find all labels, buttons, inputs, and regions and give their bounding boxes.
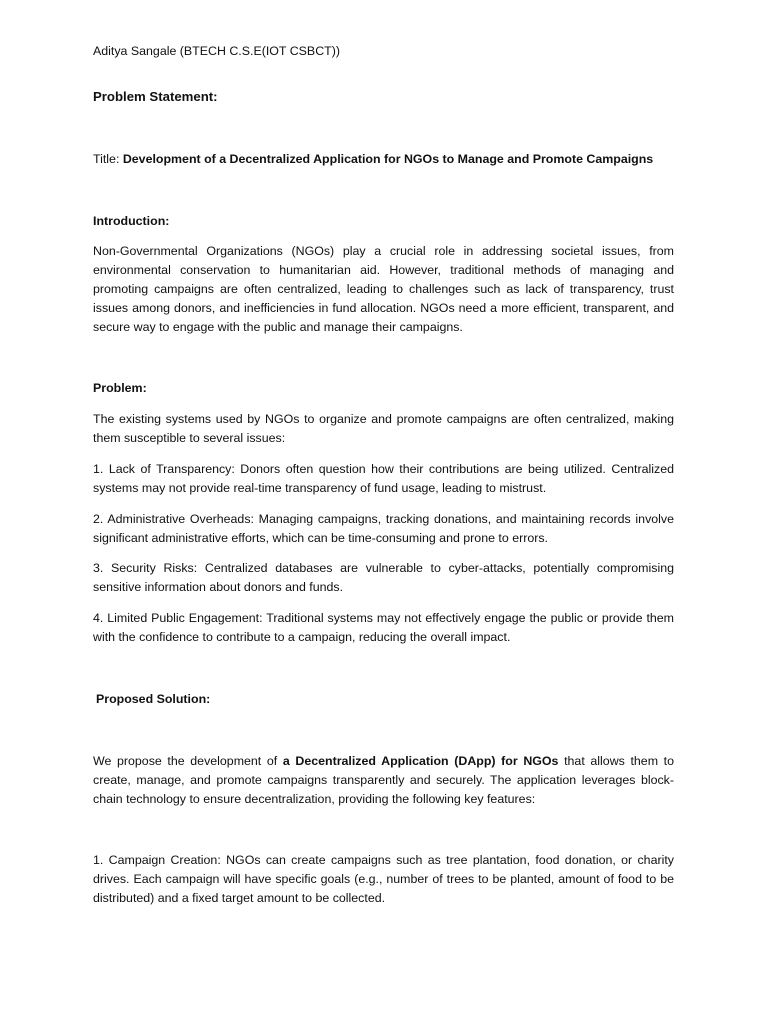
problem-item: 1. Lack of Transparency: Donors often question how their contributions are being utilized. Centralized systems may not provide real-time transparency of fund usage, leading to mistrust. <box>93 462 674 495</box>
problem-statement-heading: Problem Statement: <box>93 89 218 104</box>
problem-intro-paragraph: The existing systems used by NGOs to organize and promote campaigns are often centralized, making them susceptible to several issues: <box>93 412 674 445</box>
problem-item: 4. Limited Public Engagement: Traditional systems may not effectively engage the public or provide them with the confidence to contribute to a campaign, reducing the overall impact. <box>93 611 674 644</box>
introduction-paragraph: Non-Governmental Organizations (NGOs) play a crucial role in addressing societal issues, from environmental conservation to humanitarian aid. However, traditional methods of managing and promoting campaigns are often centralized, leading to challenges such as lack of transparency, trust issues among donors, and inefficiencies in fund allocation. NGOs need a more efficient, transparent, and secure way to engage with the public and manage their campaigns. <box>93 244 674 334</box>
problem-item: 2. Administrative Overheads: Managing campaigns, tracking donations, and maintaining records involve significant administrative efforts, which can be time-consuming and prone to errors. <box>93 512 674 545</box>
solution-text-bold: a Decentralized Application (DApp) for NGOs <box>282 754 559 768</box>
title-text: Development of a Decentralized Application for NGOs to Manage and Promote Campaigns <box>122 152 654 166</box>
proposed-solution-heading: Proposed Solution: <box>96 692 211 706</box>
author-line: Aditya Sangale (BTECH C.S.E(IOT CSBCT)) <box>93 44 340 58</box>
feature-item: 1. Campaign Creation: NGOs can create campaigns such as tree plantation, food donation, or charity drives. Each campaign will have specific goals (e.g., number of trees to be planted, amount of food to be distributed) and a fixed target amount to be collected. <box>93 853 674 905</box>
introduction-heading: Introduction: <box>93 214 170 228</box>
solution-text-start: We propose the development of <box>93 754 283 768</box>
solution-text-end: that allows them to create, manage, and promote campaigns transparently and securely. The application leverages block-chain technology to ensure decentralization, providing the following key features: <box>93 754 674 806</box>
problem-item: 3. Security Risks: Centralized databases are vulnerable to cyber-attacks, potentially compromising sensitive information about donors and funds. <box>93 561 674 594</box>
title-prefix: Title: <box>93 152 123 166</box>
document-title <box>93 150 674 169</box>
proposed-solution-paragraph <box>93 752 674 809</box>
problem-heading: Problem: <box>93 381 147 395</box>
